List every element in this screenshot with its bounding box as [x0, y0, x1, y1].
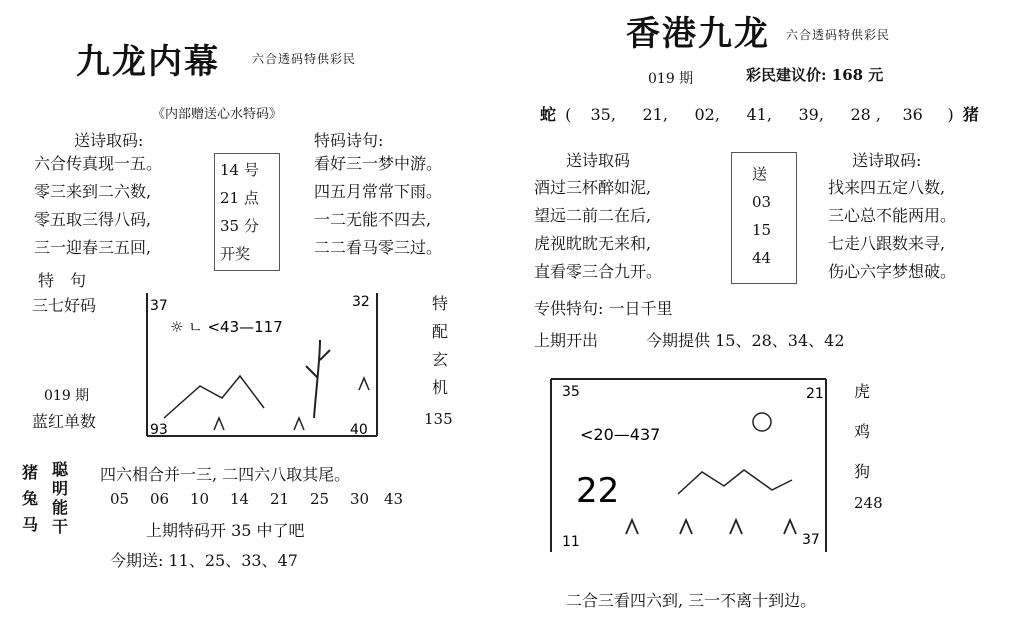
snake-number: 21, [642, 105, 668, 124]
left-issue: 019 期 [44, 388, 90, 404]
send-item: 03 [752, 193, 772, 211]
left-poem2-heading: 特码诗句: [314, 131, 384, 150]
poem-line: 望远二前二在后, [534, 206, 652, 225]
special-sentence: 专供特句: 一日千里 [534, 299, 673, 318]
smart-char: 聪 [52, 460, 69, 479]
poem-line: 六合传真现一五。 [34, 154, 163, 173]
sketch-corner: 37 [150, 298, 168, 314]
poem-line: 一二无能不四去, [314, 210, 432, 229]
snake-number: 36 [902, 105, 923, 124]
number-cell: 05 [110, 490, 130, 508]
right-issue: 019 期 [648, 71, 694, 87]
last-issue-label: 上期开出 [534, 331, 599, 350]
send-numbers [752, 160, 771, 272]
vertical-char: 特 [432, 294, 449, 313]
zodiac: 狗 [854, 462, 871, 481]
special-text: 三七好码 [32, 296, 97, 315]
draw-time-line: 14 号 [220, 161, 259, 179]
smart-char: 能 [52, 498, 69, 517]
number-cell: 14 [230, 490, 250, 508]
right-tagline: 六合透码特供彩民 [786, 28, 891, 42]
number-cell: 30 [350, 490, 370, 508]
number-cell: 10 [190, 490, 210, 508]
poem-line: 伤心六字梦想破。 [828, 262, 957, 281]
draw-time-line: 开奖 [220, 245, 251, 263]
left-poem2 [314, 150, 442, 262]
snake-number: 41, [746, 105, 772, 124]
poem-line: 直看零三合九开。 [534, 262, 663, 281]
poem-line: 找来四五定八数, [828, 178, 946, 197]
animal: 兔 [22, 489, 39, 508]
poem-line: 零五取三得八码, [34, 210, 152, 229]
send-item: 15 [752, 221, 772, 239]
draw-time-line: 35 分 [220, 217, 259, 235]
price: 彩民建议价: 168 元 [746, 66, 884, 84]
poem-line: 酒过三杯醉如泥, [534, 178, 652, 197]
snake-number: 35, [590, 105, 616, 124]
vertical-char: 机 [432, 378, 449, 397]
zodiac-number: 248 [854, 494, 883, 512]
smart-char: 干 [52, 517, 69, 536]
snake-number: 39, [798, 105, 824, 124]
sketch-scrawl: <20—437 [580, 425, 661, 444]
snake-row [540, 102, 979, 125]
paren: ( [565, 105, 572, 124]
zodiac: 鸡 [854, 422, 871, 441]
right-poem2-heading: 送诗取码: [852, 151, 922, 170]
send-item: 44 [752, 249, 772, 267]
special-label: 特 句 [38, 271, 87, 290]
provide-numbers: 今期提供 15、28、34、42 [646, 331, 845, 350]
animal-column [22, 460, 38, 538]
left-subtitle: 《内部赠送心水特码》 [152, 107, 283, 122]
sketch-big-number: 22 [576, 471, 620, 511]
animal: 猪 [22, 463, 39, 482]
number-row [110, 490, 414, 508]
poem-line: 三一迎春三五回, [34, 238, 152, 257]
right-poem2 [828, 174, 956, 286]
number-cell: 06 [150, 490, 170, 508]
paren: ) [947, 105, 954, 124]
bottom-rule: 四六相合并一三, 二四六八取其尾。 [100, 465, 351, 484]
poem-line: 虎视眈眈无来和, [534, 234, 652, 253]
send-item: 送 [752, 165, 768, 183]
number-cell: 21 [270, 490, 290, 508]
sketch-corner: 35 [562, 384, 580, 400]
this-issue-send: 今期送: 11、25、33、47 [110, 551, 298, 570]
poem-line: 看好三一梦中游。 [314, 154, 443, 173]
pig-label: 猪 [962, 105, 979, 124]
sketch-corner: 21 [806, 386, 824, 402]
left-poem-heading: 送诗取码: [74, 131, 144, 150]
sketch-corner: 11 [562, 534, 580, 550]
draw-time-line: 21 点 [220, 189, 259, 207]
left-poem [34, 150, 162, 262]
number-cell: 25 [310, 490, 330, 508]
sketch-corner: 93 [150, 422, 168, 438]
vertical-char: 玄 [432, 350, 449, 369]
animal: 马 [22, 515, 39, 534]
right-title: 香港九龙 [626, 14, 770, 54]
smart-char: 明 [52, 479, 69, 498]
left-sketch [144, 290, 380, 440]
footer-verse: 二合三看四六到, 三一不离十到边。 [566, 591, 817, 610]
left-title: 九龙内幕 [76, 42, 220, 82]
zodiac: 虎 [854, 382, 871, 401]
color-hint: 蓝红单数 [32, 412, 97, 431]
vertical-number: 135 [424, 410, 453, 428]
sketch-corner: 32 [352, 294, 370, 310]
zodiac-column [854, 372, 870, 492]
poem-line: 二二看马零三过。 [314, 238, 443, 257]
right-poem [534, 174, 662, 286]
poem-line: 七走八跟数来寻, [828, 234, 946, 253]
poem-line: 三心总不能两用。 [828, 206, 957, 225]
poem-line: 四五月常常下雨。 [314, 182, 443, 201]
right-sketch [548, 376, 830, 554]
last-result: 上期特码开 35 中了吧 [146, 521, 305, 540]
snake-label: 蛇 [540, 105, 557, 124]
vertical-hint [432, 290, 448, 402]
right-poem-heading: 送诗取码 [566, 151, 631, 170]
left-tagline: 六合透码特供彩民 [252, 52, 357, 66]
number-cell: 43 [384, 490, 404, 508]
snake-number: 02, [694, 105, 720, 124]
poem-line: 零三来到二六数, [34, 182, 152, 201]
snake-number: 28 , [850, 105, 881, 124]
vertical-char: 配 [432, 322, 449, 341]
sketch-corner: 40 [350, 422, 368, 438]
smart-column [52, 460, 68, 536]
sketch-corner: 37 [802, 532, 820, 548]
sketch-scrawl: ☼ ㄴ <43—117 [170, 318, 283, 336]
draw-time [220, 156, 259, 268]
